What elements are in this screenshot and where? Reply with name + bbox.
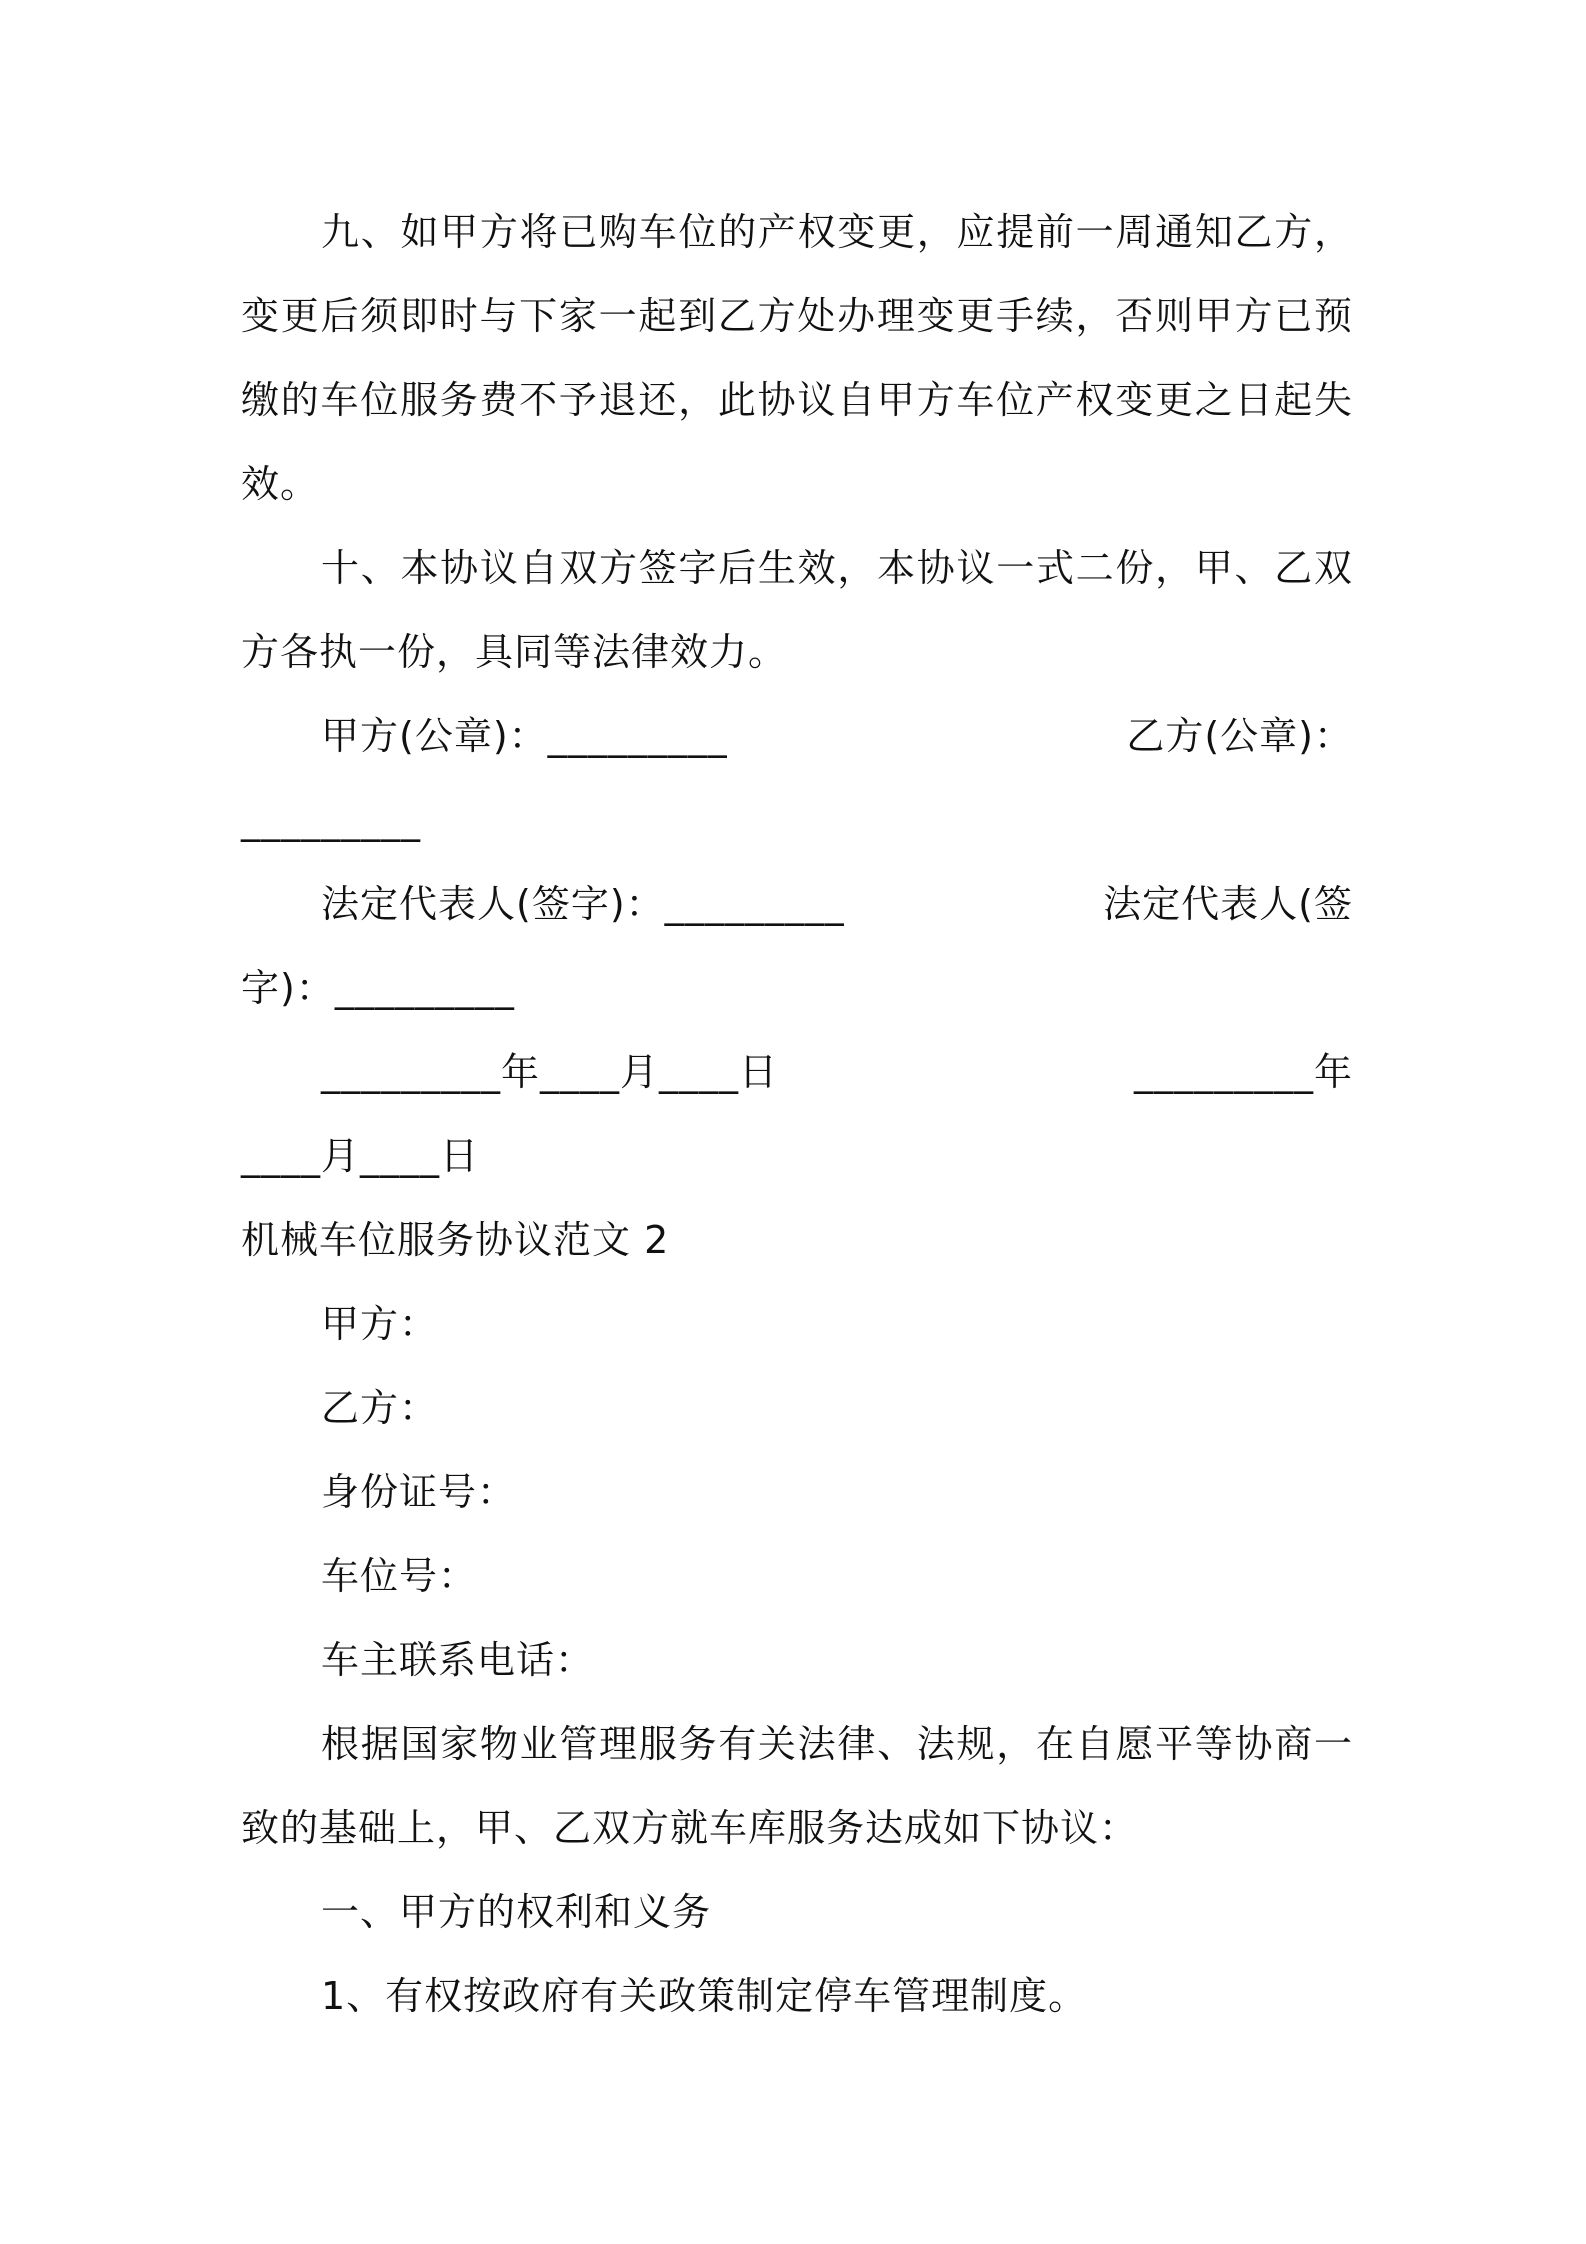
date-row [241,1030,1353,1114]
date-b-end: ____月____日 [241,1134,480,1178]
heading-1: 一、甲方的权利和义务 [321,1890,712,1934]
clause-10: 十、本协议自双方签字后生效，本协议一式二份，甲、乙双方各执一份，具同等法律效力。 [241,546,1353,674]
document-body [241,190,1353,2038]
intro-paragraph: 根据国家物业管理服务有关法律、法规，在自愿平等协商一致的基础上，甲、乙双方就车库服务达成如下协议： [241,1722,1353,1850]
field-id-number: 身份证号： [321,1470,517,1514]
section-2-title: 机械车位服务协议范文 2 [241,1218,670,1262]
field-party-b: 乙方： [321,1386,439,1430]
field-parking-number: 车位号： [321,1554,478,1598]
clause-9: 九、如甲方将已购车位的产权变更，应提前一周通知乙方，变更后须即时与下家一起到乙方处办理变更手续，否则甲方已预缴的车位服务费不予退还，此协议自甲方车位产权变更之日起失效。 [241,210,1353,506]
item-1: 1、有权按政府有关政策制定停车管理制度。 [321,1974,1088,2018]
party-b-seal-line: _________ [241,798,421,842]
party-b-seal-start: 乙方(公章)： [1126,714,1353,758]
date-b-start: _________年 [1133,1050,1353,1094]
field-party-a: 甲方： [321,1302,439,1346]
rep-b-end: 字)：_________ [241,966,515,1010]
date-a: _________年____月____日 [321,1050,779,1094]
party-a-seal: 甲方(公章)：_________ [321,714,728,758]
rep-a: 法定代表人(签字)：_________ [321,882,845,926]
representative-row [241,862,1353,946]
field-owner-phone: 车主联系电话： [321,1638,595,1682]
rep-b-start: 法定代表人(签 [1103,882,1353,926]
seal-row [241,694,1353,778]
